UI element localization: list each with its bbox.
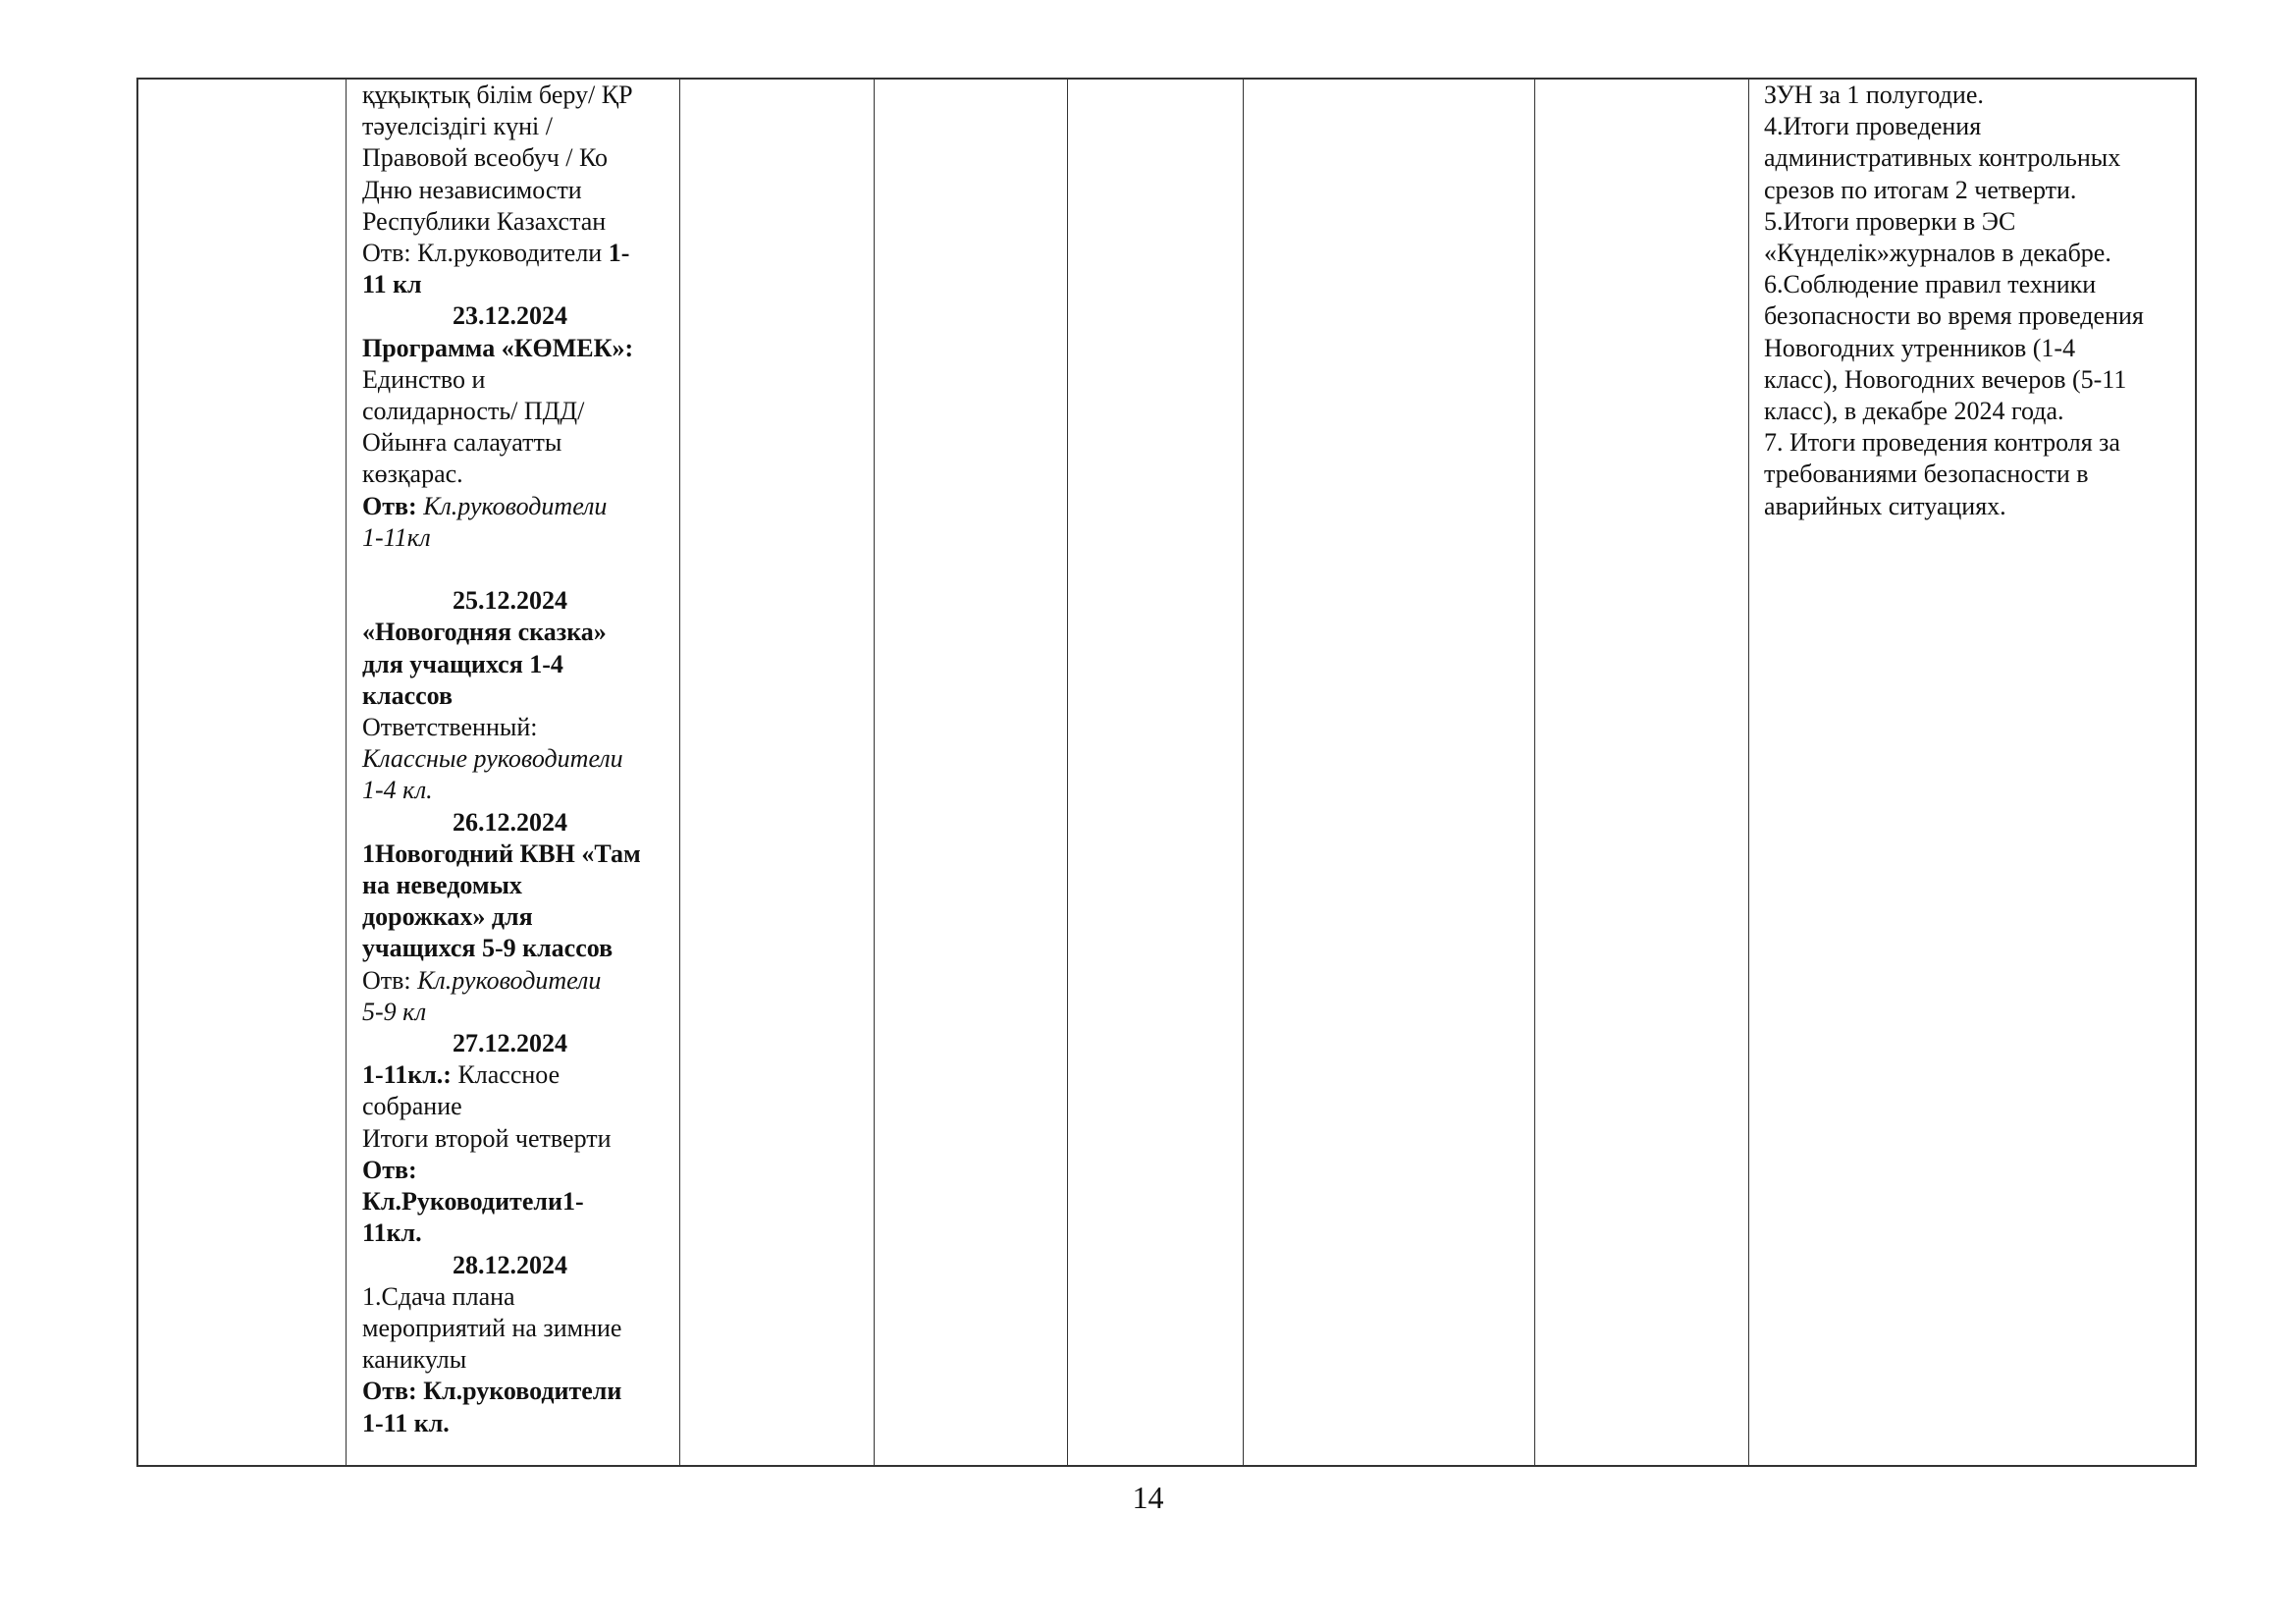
responsible-value: Кл.руководители — [416, 491, 608, 520]
event-line: каникулы — [362, 1345, 467, 1375]
intro-line: тәуелсіздігі күні / — [362, 112, 553, 141]
program-title: Программа «КӨМЕК»: — [362, 333, 634, 362]
column-divider — [1748, 80, 1749, 1465]
control-line: «Күнделік»журналов в декабре. — [1764, 239, 2111, 268]
program-line: Единство и — [362, 364, 486, 394]
control-cell — [1764, 80, 2144, 522]
page-number: 14 — [1132, 1480, 1164, 1515]
event-grade: 1-11кл.: — [362, 1060, 452, 1090]
responsible-value-cont: 5-9 кл — [362, 997, 427, 1026]
responsible-label: Отв: — [362, 491, 417, 520]
responsible-line: 1-11 кл. — [362, 1408, 450, 1437]
event-line: мероприятий на зимние — [362, 1313, 622, 1342]
control-line: административных контрольных — [1764, 143, 2121, 173]
column-divider — [1243, 80, 1244, 1465]
event-text: Классное — [451, 1060, 561, 1090]
responsible-line: Отв: — [362, 1155, 417, 1184]
event-date: 25.12.2024 — [453, 586, 567, 616]
event-line: 1.Сдача плана — [362, 1281, 515, 1311]
event-line — [362, 1059, 641, 1091]
event-date: 26.12.2024 — [453, 807, 567, 837]
event-title-line: дорожках» для — [362, 902, 533, 932]
control-line: срезов по итогам 2 четверти. — [1764, 175, 2077, 204]
event-title-line: «Новогодняя сказка» — [362, 618, 607, 647]
responsible-line: Отв: Кл.руководители — [362, 1377, 622, 1406]
responsible-label: Отв: — [362, 965, 418, 995]
control-line: 4.Итоги проведения — [1764, 112, 1982, 141]
control-line: 7. Итоги проведения контроля за — [1764, 428, 2120, 458]
responsible-value: Классные руководители — [362, 744, 623, 774]
control-line: Новогодних утренников (1-4 — [1764, 333, 2076, 362]
column-divider — [1067, 80, 1068, 1465]
event-title-line: на неведомых — [362, 871, 522, 900]
responsible-line: Кл.Руководители1- — [362, 1187, 584, 1217]
intro-line: Республики Казахстан — [362, 206, 607, 236]
responsible-label: Ответственный: — [362, 713, 538, 742]
program-line: солидарность/ ПДД/ — [362, 397, 585, 426]
control-line: класс), в декабре 2024 года. — [1764, 397, 2064, 426]
column-divider — [874, 80, 875, 1465]
event-line: собрание — [362, 1092, 462, 1121]
control-line: класс), Новогодних вечеров (5-11 — [1764, 364, 2127, 394]
event-title-line: классов — [362, 680, 454, 710]
responsible-line — [362, 238, 641, 269]
control-line: 6.Соблюдение правил техники — [1764, 270, 2097, 299]
responsible-line — [362, 965, 641, 997]
event-title-line: для учащихся 1-4 — [362, 649, 563, 678]
intro-line: құқықтық білім беру/ ҚР — [362, 81, 633, 109]
responsible-grade: 1- — [608, 239, 630, 268]
event-date: 23.12.2024 — [453, 301, 567, 331]
events-cell — [362, 80, 641, 1439]
control-line: безопасности во время проведения — [1764, 301, 2144, 331]
responsible-value: 1-4 кл. — [362, 776, 433, 805]
responsible-value-cont: 1-11кл — [362, 522, 431, 552]
control-line: ЗУН за 1 полугодие. — [1764, 81, 1984, 109]
responsible-line — [362, 491, 641, 522]
control-line: аварийных ситуациях. — [1764, 491, 2006, 520]
event-title-line: учащихся 5-9 классов — [362, 934, 614, 963]
responsible-grade-cont: 11 кл — [362, 270, 422, 299]
spacer — [362, 554, 641, 585]
event-line: Итоги второй четверти — [362, 1123, 612, 1153]
responsible-line: 11кл. — [362, 1218, 422, 1248]
event-date: 27.12.2024 — [453, 1029, 567, 1058]
responsible-label: Отв: Кл.руководители — [362, 239, 609, 268]
event-date: 28.12.2024 — [453, 1250, 567, 1279]
control-line: требованиями безопасности в — [1764, 460, 2089, 489]
intro-line: Правовой всеобуч / Ко — [362, 143, 609, 173]
responsible-value: Кл.руководители — [417, 965, 602, 995]
column-divider — [679, 80, 680, 1465]
plan-table — [136, 78, 2197, 1467]
column-divider — [346, 80, 347, 1465]
event-title-line: 1Новогодний КВН «Там — [362, 839, 641, 868]
column-divider — [1534, 80, 1535, 1465]
control-line: 5.Итоги проверки в ЭС — [1764, 206, 2016, 236]
program-line: Ойынға салауатты — [362, 428, 562, 458]
program-line: көзқарас. — [362, 460, 463, 489]
intro-line: Дню независимости — [362, 175, 582, 204]
